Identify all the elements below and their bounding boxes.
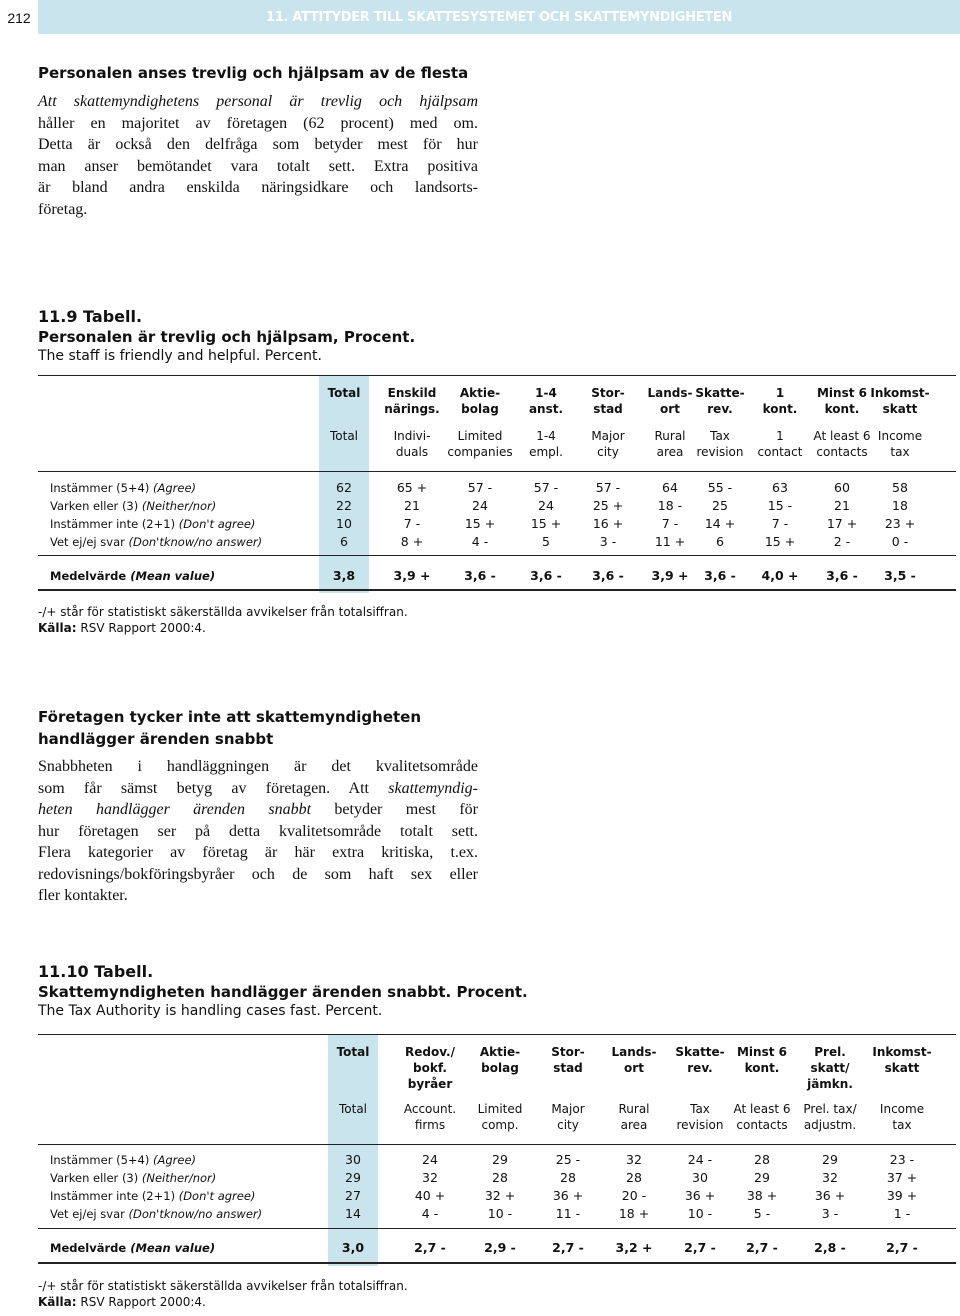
column-header-en: contacts [736,1118,788,1132]
column-header-en: Account. [403,1102,457,1116]
column-header-en: city [557,1118,579,1132]
table-caption [38,962,528,1020]
row-label-sv: Instämmer inte (2+1) [50,517,176,531]
table-cell: 15 + [764,534,796,549]
column-header-sv: bolag [461,402,499,416]
table-cell: 25 + [592,498,624,513]
mean-cell: 3,5 - [884,568,916,583]
table-cell: 11 - [555,1206,581,1221]
table-cell: 25 [712,498,728,513]
table-cell: 16 + [592,516,624,531]
table-cell: 62 [336,480,352,495]
mean-row-label [50,568,215,584]
mean-cell: 3,6 - [592,568,624,583]
column-header-en: area [656,445,684,459]
column-header-en: comp. [481,1118,519,1132]
mean-cell: 3,6 - [704,568,736,583]
table-cell: 32 [626,1152,642,1167]
text-line [38,91,478,113]
column-header-sv: Total [327,386,361,400]
column-header-en: Rural [654,429,686,443]
text-line [38,842,478,864]
table-cell: 7 - [661,516,679,531]
table-rule [38,1262,956,1264]
text-line [38,156,478,178]
column-header-sv: kont. [824,402,860,416]
text-line [38,778,478,800]
mean-cell: 3,9 + [393,568,431,583]
table-caption [38,307,415,365]
column-header-sv: anst. [528,402,564,416]
table-rule [38,555,956,556]
row-label-sv: Instämmer (5+4) [50,481,150,495]
table-cell: 32 + [484,1188,516,1203]
mean-cell: 2,7 - [746,1240,778,1255]
row-label-sv: Medelvärde [50,569,127,583]
table-cell: 23 - [889,1152,915,1167]
column-header-en: Income [877,429,923,443]
row-label-sv: Varken eller (3) [50,1171,139,1185]
table-note [38,604,408,636]
table-cell: 6 [340,534,348,549]
row-label-en: (Mean value) [130,569,216,583]
table-cell: 2 - [833,534,851,549]
row-label-sv: Varken eller (3) [50,499,139,513]
table-cell: 37 + [886,1170,918,1185]
row-label-en: (Agree) [153,1153,197,1167]
mean-cell: 2,8 - [814,1240,846,1255]
table-cell: 3 - [821,1206,839,1221]
table-cell: 29 [345,1170,361,1185]
row-label-en: (Don'tknow/no answer) [128,1207,263,1221]
row-label-en: (Neither/nor) [141,1171,217,1185]
column-header-en: Prel. tax/ [803,1102,857,1116]
row-label-en: (Agree) [153,481,197,495]
total-column-band [328,1034,378,1266]
mean-cell: 3,6 - [530,568,562,583]
column-header-sv: Total [336,1045,370,1059]
table-title-sv: Skattemyndigheten handlägger ärenden snabbt. Procent. [38,983,528,1001]
table-cell: 21 [404,498,420,513]
table-cell: 24 [422,1152,438,1167]
row-label [50,1152,196,1168]
column-header-sv: Minst 6 [816,386,867,400]
table-cell: 24 - [687,1152,713,1167]
mean-cell: 3,2 + [615,1240,653,1255]
table-cell: 14 + [704,516,736,531]
row-label-en: (Don't agree) [178,1189,256,1203]
text-run: företag. [38,200,88,218]
footnote: -/+ står för statistiskt säkerställda avvikelser från totalsiffran. [38,1279,408,1293]
table-cell: 39 + [886,1188,918,1203]
heading-line: Företagen tycker inte att skattemyndigheten [38,708,422,726]
table-cell: 28 [754,1152,770,1167]
table-cell: 29 [492,1152,508,1167]
column-header-en: tax [890,445,910,459]
text-run: håller en majoritet av företagen (62 procent) med om. [38,114,478,132]
mean-cell: 2,7 - [552,1240,584,1255]
row-label [50,498,216,514]
column-header-sv: skatt/ [810,1061,850,1075]
column-header-en: contacts [816,445,868,459]
table-number: 11.9 Tabell. [38,307,143,326]
column-header-sv: rev. [687,1061,713,1075]
italic-phrase: skattemyndig- [388,779,478,797]
section-heading: Personalen anses trevlig och hjälpsam av de flesta [38,64,469,82]
table-cell: 36 + [814,1188,846,1203]
footnote: -/+ står för statistiskt säkerställda avvikelser från totalsiffran. [38,605,408,619]
source-text: RSV Rapport 2000:4. [80,621,206,635]
table-title-en: The Tax Authority is handling cases fast. Percent. [38,1003,383,1019]
table-cell: 25 - [555,1152,581,1167]
text-line [38,885,478,907]
row-label-en: (Mean value) [130,1241,216,1255]
column-header-sv: bokf. [413,1061,447,1075]
text-run: är bland andra enskilda näringsidkare och landsorts- [38,179,478,196]
row-label-sv: Instämmer (5+4) [50,1153,150,1167]
table-rule [38,471,956,472]
column-header-sv: Redov./ [405,1045,455,1059]
table-cell: 28 [492,1170,508,1185]
text-run: fler kontakter. [38,887,128,904]
column-header-sv: Aktie- [459,386,501,400]
column-header-en: firms [414,1118,446,1132]
column-header-en: 1-4 [536,429,556,443]
mean-cell: 3,9 + [651,568,689,583]
table-rule [38,1228,956,1229]
column-header-sv: ort [624,1061,644,1075]
mean-cell: 4,0 + [761,568,799,583]
table-cell: 65 + [396,480,428,495]
column-header-sv: rev. [707,402,733,416]
column-header-en: Total [329,429,359,443]
table-cell: 28 [560,1170,576,1185]
running-head [38,0,960,34]
source-label: Källa: [38,621,77,635]
table-cell: 5 - [753,1206,771,1221]
column-header-en: companies [447,445,513,459]
table-cell: 18 + [618,1206,650,1221]
row-label [50,534,262,550]
text-line [38,177,478,199]
table-number: 11.10 Tabell. [38,962,154,981]
column-header-en: Tax [690,1102,710,1116]
text-line [38,756,478,778]
column-header-sv: kont. [762,402,798,416]
column-header-sv: Minst 6 [736,1045,787,1059]
row-label-sv: Vet ej/ej svar [50,1207,125,1221]
column-header-en: At least 6 [813,429,871,443]
text-line [38,134,478,156]
column-header-sv: Inkomst- [870,386,930,400]
column-header-en: city [597,445,619,459]
column-header-en: revision [676,1118,724,1132]
row-label-sv: Instämmer inte (2+1) [50,1189,176,1203]
source-line [38,1294,408,1310]
column-header-sv: 1 [775,386,785,400]
table-cell: 36 + [684,1188,716,1203]
data-table [38,1034,956,1266]
column-header-sv: jämkn. [807,1077,853,1091]
table-cell: 24 [538,498,554,513]
column-header-en: Limited [457,429,503,443]
table-cell: 5 [542,534,550,549]
column-header-en: area [620,1118,648,1132]
table-cell: 30 [345,1152,361,1167]
table-cell: 57 - [467,480,493,495]
section-body [38,91,478,220]
column-header-sv: Lands- [611,1045,657,1059]
text-line [38,864,478,886]
table-cell: 32 [822,1170,838,1185]
column-header-sv: Aktie- [479,1045,521,1059]
row-label [50,1188,255,1204]
mean-cell: 3,0 [341,1240,365,1255]
column-header-sv: kont. [744,1061,780,1075]
column-header-sv: skatt [882,402,918,416]
table-rule [38,589,956,591]
text-run: man anser bemötandet vara totalt sett. Extra positiva [38,157,478,175]
section-body [38,756,478,907]
column-header-sv: Skatte- [695,386,745,400]
data-table [38,375,956,593]
column-header-en: Total [338,1102,368,1116]
row-label [50,1170,216,1186]
mean-cell: 2,7 - [886,1240,918,1255]
table-cell: 57 - [595,480,621,495]
table-cell: 27 [345,1188,361,1203]
mean-cell: 2,9 - [484,1240,516,1255]
row-label-en: (Don't agree) [178,517,256,531]
column-header-en: revision [696,445,744,459]
table-title-sv: Personalen är trevlig och hjälpsam, Procent. [38,328,416,346]
source-text: RSV Rapport 2000:4. [80,1295,206,1309]
column-header-en: adjustm. [803,1118,857,1132]
table-cell: 29 [822,1152,838,1167]
column-header-sv: stad [553,1061,583,1075]
column-header-sv: bolag [481,1061,519,1075]
text-run: hur företagen ser på detta kvalitetsområde totalt sett. [38,822,478,840]
text-run: Flera kategorier av företag är här extra kritiska, t.ex. [38,844,478,861]
column-header-en: duals [395,445,429,459]
column-header-sv: Stor- [591,386,625,400]
source-label: Källa: [38,1295,77,1309]
table-rule [38,1034,956,1035]
mean-cell: 3,6 - [464,568,496,583]
table-cell: 24 [472,498,488,513]
table-cell: 18 - [657,498,683,513]
table-cell: 15 + [530,516,562,531]
table-cell: 32 [422,1170,438,1185]
mean-row-label [50,1240,215,1256]
text-run: betyder mest för [311,801,478,818]
column-header-sv: närings. [384,402,440,416]
table-cell: 3 - [599,534,617,549]
table-rule [38,375,956,376]
table-rule [38,1144,956,1145]
table-cell: 23 + [884,516,916,531]
column-header-sv: Lands- [647,386,693,400]
table-cell: 1 - [893,1206,911,1221]
table-cell: 18 [892,498,908,513]
column-header-en: tax [892,1118,912,1132]
column-header-sv: byråer [407,1077,453,1091]
table-cell: 14 [345,1206,361,1221]
column-header-en: Tax [710,429,730,443]
column-header-en: At least 6 [733,1102,791,1116]
column-header-sv: skatt [884,1061,920,1075]
section-heading [38,706,421,750]
table-cell: 55 - [707,480,733,495]
column-header-en: empl. [529,445,563,459]
row-label-sv: Vet ej/ej svar [50,535,125,549]
column-header-en: contact [757,445,803,459]
text-line [38,799,478,821]
table-cell: 22 [336,498,352,513]
text-line [38,821,478,843]
column-header-en: Limited [477,1102,523,1116]
table-note [38,1278,408,1310]
text-run: som får sämst betyg av företagen. Att [38,779,389,797]
row-label [50,480,196,496]
table-cell: 28 [626,1170,642,1185]
table-cell: 15 + [464,516,496,531]
mean-cell: 2,7 - [414,1240,446,1255]
table-cell: 15 - [767,498,793,513]
text-run: redovisnings/bokföringsbyråer och de som haft sex eller [38,865,478,883]
column-header-en: Income [879,1102,925,1116]
table-cell: 7 - [771,516,789,531]
table-cell: 63 [772,480,788,495]
italic-phrase: Att skattemyndighetens personal är trevlig och hjälpsam [38,93,478,110]
table-cell: 8 + [400,534,424,549]
column-header-en: Indivi- [393,429,431,443]
column-header-en: Major [591,429,625,443]
italic-phrase: heten handlägger ärenden snabbt [38,801,312,818]
mean-cell: 2,7 - [684,1240,716,1255]
source-line [38,620,408,636]
text-line [38,199,478,221]
table-cell: 17 + [826,516,858,531]
row-label-en: (Don'tknow/no answer) [128,535,263,549]
table-cell: 64 [662,480,678,495]
column-header-sv: ort [660,402,680,416]
heading-line: handlägger ärenden snabbt [38,730,274,748]
table-cell: 29 [754,1170,770,1185]
table-cell: 21 [834,498,850,513]
row-label [50,516,255,532]
column-header-sv: Prel. [814,1045,846,1059]
table-cell: 10 - [687,1206,713,1221]
table-cell: 4 - [471,534,489,549]
page-number: 212 [7,10,31,26]
column-header-en: Major [551,1102,585,1116]
row-label-en: (Neither/nor) [141,499,217,513]
table-cell: 60 [834,480,850,495]
column-header-sv: Enskild [387,386,437,400]
table-cell: 7 - [403,516,421,531]
table-cell: 0 - [891,534,909,549]
table-cell: 36 + [552,1188,584,1203]
table-cell: 20 - [621,1188,647,1203]
table-cell: 10 [336,516,352,531]
column-header-sv: Skatte- [675,1045,725,1059]
table-cell: 10 - [487,1206,513,1221]
text-run: Detta är också den delfråga som betyder mest för hur [38,136,478,153]
running-head-text: 11. ATTITYDER TILL SKATTESYSTEMET OCH SKATTEMYNDIGHETEN [265,9,733,25]
table-title-en: The staff is friendly and helpful. Percent. [38,348,322,364]
table-cell: 30 [692,1170,708,1185]
column-header-en: 1 [776,429,784,443]
table-cell: 38 + [746,1188,778,1203]
mean-cell: 3,6 - [826,568,858,583]
column-header-sv: Stor- [551,1045,585,1059]
row-label [50,1206,262,1222]
mean-cell: 3,8 [332,568,356,583]
text-line [38,113,478,135]
column-header-sv: stad [593,402,623,416]
table-cell: 57 - [533,480,559,495]
text-run: Snabbheten i handläggningen är det kvalitetsområde [38,758,478,775]
table-cell: 11 + [654,534,686,549]
column-header-sv: 1-4 [535,386,557,400]
table-cell: 6 [716,534,724,549]
column-header-sv: Inkomst- [872,1045,932,1059]
table-cell: 4 - [421,1206,439,1221]
table-cell: 58 [892,480,908,495]
table-cell: 40 + [414,1188,446,1203]
column-header-en: Rural [618,1102,650,1116]
row-label-sv: Medelvärde [50,1241,127,1255]
